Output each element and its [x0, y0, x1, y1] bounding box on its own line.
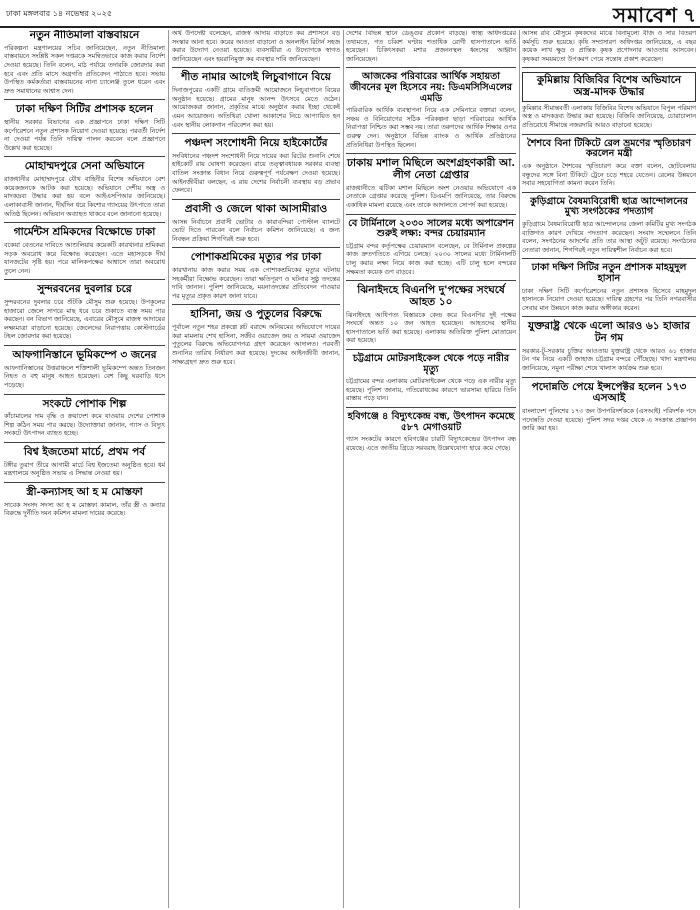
- news-article: [4, 350, 165, 395]
- article-headline: সুন্দরবনের দুবলার চরে: [37, 283, 132, 296]
- news-article: [4, 227, 165, 280]
- article-headline: গার্মেন্টস শ্রমিকদের বিক্ষোভে ঢাকা: [13, 226, 156, 239]
- masthead-date: ঢাকা মঙ্গলবার ১৪ নভেম্বর ২০২৫: [6, 9, 113, 18]
- article-headline: বে টার্মিনালে ২০৩০ সালের মধ্যে অপারেশন শুরুই লক্ষ্য: বন্দর চেয়ারম্যান: [348, 217, 514, 240]
- news-article: [522, 382, 696, 437]
- article-body: কুড়িগ্রামে বৈষম্যবিরোধী ছাত্র আন্দোলনের জেলা কমিটির মুখ্য সংগঠক ব্যক্তিগত কারণ দেখিয়ে পদত্যাগ করেছেন। সংবাদ সম্মেলনে তিনি বলেন, সংগঠনের আদর্শের প্রতি তার আস্থা অটুট রয়েছে। সংগঠনের নেতারা জানান, শিগগিরই নতুন দায়িত্বশীল নির্বাচন করা হবে।: [522, 220, 696, 254]
- article-body: চট্টগ্রামের বন্দর এলাকায় মোটরসাইকেল থেকে পড়ে এক নারীর মৃত্যু হয়েছে। পুলিশ জানায়, গতিরোধকের কারণে ভারসাম্য হারিয়ে তিনি রাস্তায় পড়ে যান।: [346, 378, 516, 403]
- article-headline: মোহাম্মদপুরে সেনা অভিযানে: [24, 160, 145, 173]
- article-body: আসন্ন নির্বাচনে প্রবাসী ভোটার ও কারাবন্দিরা পোস্টাল ব্যালটে ভোট দিতে পারবেন বলে নির্বাচন কমিশন জানিয়েছে। এ জন্য নিবন্ধন প্রক্রিয়া শিগগিরই শুরু হবে।: [172, 218, 340, 243]
- article-headline: কুমিল্লায় বিজিবির বিশেষ অভিযানে অস্ত্র-মাদক উদ্ধার: [522, 72, 696, 102]
- article-headline: আজকের পরিবারের আর্থিক সহায়তা জীবনের মূল হিসেবে নয়: ডিএমসিসিএলের এমডি: [349, 71, 513, 104]
- news-article: [4, 284, 165, 346]
- news-article: [522, 197, 696, 260]
- column-divider: [343, 30, 344, 908]
- article-body: এক অনুষ্ঠানে শৈশবের স্মৃতিচারণ করে বক্তা বলেন, ছোটবেলায় বন্ধুদের সঙ্গে বিনা টিকিটে ট্রেনে চড়ে শহরে যেতেন। রেলের উন্নয়নে সবার সহযোগিতা কামনা করেন তিনি।: [522, 162, 696, 188]
- article-body: বকেয়া বেতনের দাবিতে আশুলিয়ায় কয়েকটি কারখানার শ্রমিকরা সড়ক অবরোধ করে বিক্ষোভ করেছেন। এতে মহাসড়কে দীর্ঘ যানজটের সৃষ্টি হয়। পরে মালিকপক্ষের আশ্বাসে তারা অবরোধ তুলে নেন।: [4, 241, 165, 275]
- article-body: ঢাকা দক্ষিণ সিটি কর্পোরেশনের নতুন প্রশাসক হিসেবে মাহমুদুল হাসানকে নিয়োগ দেওয়া হয়েছে। দায়িত্ব গ্রহণের পর তিনি নগরবাসীর সেবার মান উন্নয়নে কাজ করার অঙ্গীকার করেন।: [522, 287, 696, 312]
- news-article: [4, 399, 165, 444]
- news-article: [4, 487, 165, 522]
- article-body: পারিবারিক আর্থিক ব্যবস্থাপনা নিয়ে এক সেমিনারে বক্তারা বলেন, সঞ্চয় ও বিনিয়োগের সঠিক পরিকল্পনা ছাড়া পরিবারের আর্থিক নিরাপত্তা নিশ্চিত করা সম্ভব নয়। তারা তরুণদের আর্থিক শিক্ষার ওপর গুরুত্ব দেন। অনুষ্ঠানে বিভিন্ন ব্যাংক ও আর্থিক প্রতিষ্ঠানের প্রতিনিধিরা উপস্থিত ছিলেন।: [346, 107, 516, 149]
- article-body: বাংলাদেশ পুলিশের ১৭৩ জন উপপরিদর্শককে (এসআই) পরিদর্শক পদে পদোন্নতি দেওয়া হয়েছে। পুলিশ সদর দপ্তর থেকে এ সংক্রান্ত প্রজ্ঞাপন জারি করা হয়।: [522, 408, 696, 433]
- article-headline: ঢাকায় মশাল মিছিলে অংশগ্রহণকারী আ. লীগ নেতা গ্রেপ্তার: [347, 157, 515, 181]
- article-headline: শীত নামার আগেই লিচুবাগানে বিয়ে: [181, 71, 331, 84]
- column-1: [4, 30, 165, 908]
- news-article: [172, 138, 340, 200]
- news-article: [522, 72, 696, 134]
- article-body: দেশের বিভিন্ন স্থানে ডেঙ্গুর প্রকোপ বাড়ছে। স্বাস্থ্য অধিদপ্তরের তথ্যমতে, গত চব্বিশ ঘণ্টায় শতাধিক রোগী হাসপাতালে ভর্তি হয়েছেন। চিকিৎসকরা মশার প্রজননস্থল ধ্বংসের আহ্বান জানিয়েছেন।: [346, 30, 516, 63]
- article-headline: হাসিনা, জয় ও পুতুলের বিরুদ্ধে: [190, 308, 322, 321]
- article-body: দিনাজপুরের একটি গ্রামে ব্যতিক্রমী আয়োজনে লিচুবাগানে বিয়ের অনুষ্ঠান হয়েছে। গ্রামের মানুষ আনন্দ উৎসবে মেতে ওঠেন। আয়োজকরা জানান, প্রকৃতির মাঝে অনুষ্ঠান করার ইচ্ছা থেকেই এমন আয়োজন। অতিথিরা খোলা আকাশের নিচে আপ্যায়িত হন এবং স্থানীয় লোকগান পরিবেশন করা হয়।: [172, 87, 340, 129]
- news-article: [172, 252, 340, 305]
- column-3: [346, 30, 516, 908]
- article-body: কুমিল্লার সীমান্তবর্তী এলাকায় বিজিবির বিশেষ অভিযানে বিপুল পরিমাণ অস্ত্র ও মাদকদ্রব্য উদ্ধার করা হয়েছে। বিজিবি জানিয়েছে, চোরাচালান প্রতিরোধে সীমান্তে নজরদারি আরও বাড়ানো হয়েছে।: [522, 104, 696, 130]
- article-body: কাঁচামালের দাম বৃদ্ধি ও ক্রয়াদেশ কমে যাওয়ায় দেশের পোশাক শিল্প কঠিন সময় পার করছে। উদ্যোক্তারা জানান, গ্যাস ও বিদ্যুৎ সংকটে উৎপাদন ব্যাহত হচ্ছে।: [4, 413, 165, 438]
- column-4: [522, 30, 696, 908]
- article-body: অর্থ উপদেষ্টা বলেছেন, রাজস্ব আদায় বাড়াতে কর প্রশাসনে বড় সংস্কার আনা হবে। করের আওতা বাড়ানো ও অনলাইন রিটার্ন সহজ করার উদ্যোগ নেওয়া হয়েছে। ব্যবসায়ীরা এ উদ্যোগকে স্বাগত জানিয়েছেন এবং হয়রানিমুক্ত কর ব্যবস্থার দাবি জানিয়েছেন।: [172, 30, 340, 63]
- article-body: রাজধানীতে ঝটিকা মশাল মিছিলে অংশ নেওয়ার অভিযোগে এক নেতাকে গ্রেপ্তার করেছে পুলিশ। ডিএমপি জানিয়েছে, তার বিরুদ্ধে একাধিক মামলা রয়েছে এবং তাকে আদালতে সোপর্দ করা হয়েছে।: [346, 184, 516, 209]
- article-body: ঝিনাইদহে আধিপত্য বিস্তারকে কেন্দ্র করে বিএনপির দুই পক্ষের সংঘর্ষে অন্তত ১০ জন আহত হয়েছেন। আহতদের স্থানীয় হাসপাতালে ভর্তি করা হয়েছে। এলাকায় অতিরিক্ত পুলিশ মোতায়েন করা হয়েছে।: [346, 311, 516, 345]
- masthead-page-number: ৭: [682, 3, 696, 27]
- article-headline: যুক্তরাষ্ট্র থেকে এলো আরও ৬১ হাজার টন গম: [528, 320, 690, 345]
- news-article: [4, 161, 165, 223]
- article-body: গ্যাস সংকটের কারণে হবিগঞ্জের চারটি বিদ্যুৎকেন্দ্রের উৎপাদন বন্ধ রয়েছে। এতে জাতীয় গ্রিডে সরবরাহ উল্লেখযোগ্য হারে কমে গেছে।: [346, 436, 516, 452]
- article-headline: পঞ্চদশ সংশোধনী নিয়ে হাইকোর্টের: [184, 137, 328, 150]
- news-article: [172, 204, 340, 249]
- article-body: সুন্দরবনের দুবলার চরে শুঁটকি মৌসুম শুরু হয়েছে। উপকূলের হাজারো জেলে সাগরে মাছ ধরে চরে শুকাতে ব্যস্ত সময় পার করছেন। বন বিভাগ জানিয়েছে, এবারের মৌসুমে রাজস্ব আদায়ের লক্ষ্যমাত্রা বাড়ানো হয়েছে। জেলেদের নিরাপত্তায় কোস্টগার্ডের টহল জোরদার করা হয়েছে।: [4, 299, 165, 341]
- article-headline: ঢাকা দক্ষিণ সিটির নতুন প্রশাসক মাহমুদুল হাসান: [531, 262, 687, 284]
- masthead-paper-name: সমাবেশ: [612, 3, 678, 27]
- article-body: সাবেক সংসদ সদস্য আ হ ম মোস্তফা কামাল, তাঁর স্ত্রী ও কন্যার বিরুদ্ধে দুর্নীতি দমন কমিশন মামলা দায়ের করেছে।: [4, 501, 165, 518]
- article-headline: শৈশবে বিনা টিকিটে রেল ভ্রমণের স্মৃতিচারণ করলেন মন্ত্রী: [527, 137, 691, 160]
- article-headline: চট্টগ্রামে মোটরসাইকেল থেকে পড়ে নারীর মৃত্যু: [352, 353, 510, 375]
- article-headline: আফগানিস্তানে ভূমিকম্পে ৩ জনের: [12, 349, 157, 361]
- article-headline: বিশ্ব ইজতেমা মার্চে, প্রথম পর্ব: [23, 446, 146, 459]
- article-body: আসন্ন রবি মৌসুমে কৃষকদের মাঝে বিনামূল্যে বীজ ও সার বিতরণ কর্মসূচি শুরু হয়েছে। কৃষি সম্প্রসারণ অধিদপ্তর জানিয়েছে, এ বছর কয়েক লাখ ক্ষুদ্র ও প্রান্তিক কৃষক প্রণোদনার আওতায় আসবেন। কৃষকরা সময়মতো উপকরণ পেয়ে সন্তোষ প্রকাশ করেছেন।: [522, 30, 696, 63]
- article-headline: প্রবাসী ও জেলে থাকা আসামীরাও: [184, 202, 328, 215]
- article-headline: ঝিনাইদহে বিএনপি দু'পক্ষের সংঘর্ষে আহত ১০: [357, 284, 505, 308]
- article-body: সংবিধানের পঞ্চদশ সংশোধনী নিয়ে দায়ের করা রিটের শুনানি শেষে হাইকোর্ট রায় ঘোষণা করেছেন। রায়ে তত্ত্বাবধায়ক সরকার ব্যবস্থা বাতিল সংক্রান্ত বিধান নিয়ে গুরুত্বপূর্ণ পর্যবেক্ষণ দেওয়া হয়েছে। আইনজীবীরা বলছেন, এ রায় দেশের নির্বাচনী ব্যবস্থায় বড় প্রভাব ফেলবে।: [172, 152, 340, 195]
- article-headline: পদোন্নতি পেয়ে ইন্সপেক্টর হলেন ১৭৩ এসআই: [531, 380, 687, 405]
- news-article: [172, 309, 340, 370]
- column-2: [172, 30, 340, 908]
- article-body: স্থানীয় সরকার বিভাগের এক প্রজ্ঞাপনে ঢাকা দক্ষিণ সিটি কর্পোরেশনে নতুন প্রশাসক নিয়োগ দেওয়া হয়েছে। পরবর্তী নির্দেশ না দেওয়া পর্যন্ত তিনি দায়িত্ব পালন করবেন বলে প্রজ্ঞাপনে উল্লেখ করা হয়েছে।: [4, 119, 165, 152]
- article-headline: সংকটে পোশাক শিল্প: [42, 397, 127, 410]
- article-headline: পোশাকশ্রমিকের মৃত্যুর পর ঢাকা: [190, 251, 322, 264]
- article-body: আফগানিস্তানের উত্তরাঞ্চলে শক্তিশালী ভূমিকম্পে অন্তত তিনজন নিহত ও বহু মানুষ আহত হয়েছেন। বেশ কিছু ঘরবাড়ি ধসে পড়েছে।: [4, 364, 165, 389]
- news-article: [4, 30, 165, 100]
- news-article: [522, 139, 696, 193]
- article-body: সরকার-টু-সরকার চুক্তির আওতায় যুক্তরাষ্ট্র থেকে আরও ৬১ হাজার টন গম নিয়ে একটি জাহাজ চট্টগ্রাম বন্দরে পৌঁছেছে। খাদ্য মন্ত্রণালয় জানিয়েছে, নমুনা পরীক্ষা শেষে খালাস কার্যক্রম শুরু হবে।: [522, 347, 696, 373]
- masthead: [0, 0, 700, 28]
- news-article: [346, 158, 516, 214]
- article-headline: কুড়িগ্রামে বৈষম্যবিরোধী ছাত্র আন্দোলনের মুখ্য সংগঠকের পদত্যাগ: [530, 195, 688, 218]
- news-article: [346, 72, 516, 154]
- news-article: [346, 219, 516, 282]
- article-headline: ঢাকা দক্ষিণ সিটির প্রশাসক হলেন: [15, 103, 154, 116]
- news-article: [172, 72, 340, 134]
- news-article: [346, 354, 516, 408]
- news-article: [4, 104, 165, 157]
- news-article: [346, 412, 516, 456]
- article-body: রাজধানীর মোহাম্মদপুরে যৌথ বাহিনীর বিশেষ অভিযানে বেশ কয়েকজনকে আটক করা হয়েছে। অভিযানে দেশীয় অস্ত্র ও মাদকদ্রব্য উদ্ধার করা হয় বলে আইএসপিআর জানিয়েছে। এলাকাবাসী জানান, দীর্ঘদিন ধরে কিশোর গ্যাংয়ের উৎপাতে তারা অতিষ্ঠ ছিলেন। অভিযান অব্যাহত থাকবে বলে জানানো হয়েছে।: [4, 176, 165, 218]
- news-article: [522, 321, 696, 377]
- news-article: [522, 263, 696, 317]
- news-article: [522, 30, 696, 68]
- article-body: পূর্বাচল নতুন শহর প্রকল্পে প্লট বরাদ্দে অনিয়মের অভিযোগে দায়ের করা মামলায় শেখ হাসিনা, সজীব ওয়াজেদ জয় ও সায়মা ওয়াজেদ পুতুলের বিরুদ্ধে অভিযোগপত্র গ্রহণ করেছেন আদালত। পরবর্তী শুনানির তারিখ নির্ধারণ করা হয়েছে। দুদকের আইনজীবী জানান, সাক্ষ্যগ্রহণ দ্রুত শুরু হবে।: [172, 324, 340, 366]
- article-headline: হবিগঞ্জে ৪ বিদ্যুৎকেন্দ্র বন্ধ, উৎপাদন কমেছে ৫৮৭ মেগাওয়াট: [347, 411, 515, 433]
- article-headline: স্ত্রী-কন্যাসহ আ হ ম মোস্তফা: [26, 486, 143, 498]
- article-body: পরিকল্পনা মন্ত্রণালয়ের সচিব জানিয়েছেন, নতুন নীতিমালা বাস্তবায়নে সংশ্লিষ্ট সকল দপ্তরকে সমন্বিতভাবে কাজ করার নির্দেশ দেওয়া হয়েছে। তিনি বলেন, মাঠ পর্যায়ে তদারকি জোরদার করা হবে এবং প্রতি মাসে অগ্রগতি প্রতিবেদন পাঠাতে হবে। সভায় উপস্থিত কর্মকর্তারা বাস্তবায়নের নানা চ্যালেঞ্জ তুলে ধরেন এবং দ্রুত সমাধানের আশ্বাস দেন।: [4, 44, 165, 95]
- column-divider: [519, 30, 520, 908]
- article-body: চট্টগ্রাম বন্দর কর্তৃপক্ষের চেয়ারম্যান বলেছেন, বে টার্মিনাল প্রকল্পের কাজ দ্রুতগতিতে এগিয়ে চলছে। ২০৩০ সালের মধ্যে টার্মিনালটি চালু করার লক্ষ্য নিয়ে কাজ করা হচ্ছে। এটি চালু হলে বন্দরের সক্ষমতা কয়েক গুণ বাড়বে।: [346, 242, 516, 276]
- news-article: [172, 30, 340, 68]
- article-body: টঙ্গীর তুরাগ তীরে আগামী মার্চে বিশ্ব ইজতেমা অনুষ্ঠিত হবে। ধর্ম মন্ত্রণালয়ে অনুষ্ঠিত সভায় এ সিদ্ধান্ত নেওয়া হয়।: [4, 461, 165, 478]
- column-divider: [168, 30, 169, 908]
- news-article: [346, 285, 516, 350]
- article-body: কারখানায় কাজ করার সময় এক পোশাকশ্রমিকের মৃত্যুর ঘটনায় সহকর্মীরা বিক্ষোভ করেছেন। তারা ক্ষতিপূরণ ও ঘটনার সুষ্ঠু তদন্তের দাবি জানান। পুলিশ জানিয়েছে, ময়নাতদন্তের প্রতিবেদন পাওয়ার পর মৃত্যুর প্রকৃত কারণ জানা যাবে।: [172, 267, 340, 300]
- news-article: [346, 30, 516, 68]
- article-headline: নতুন নীতিমালা বাস্তবায়নে: [29, 30, 140, 41]
- news-article: [4, 447, 165, 483]
